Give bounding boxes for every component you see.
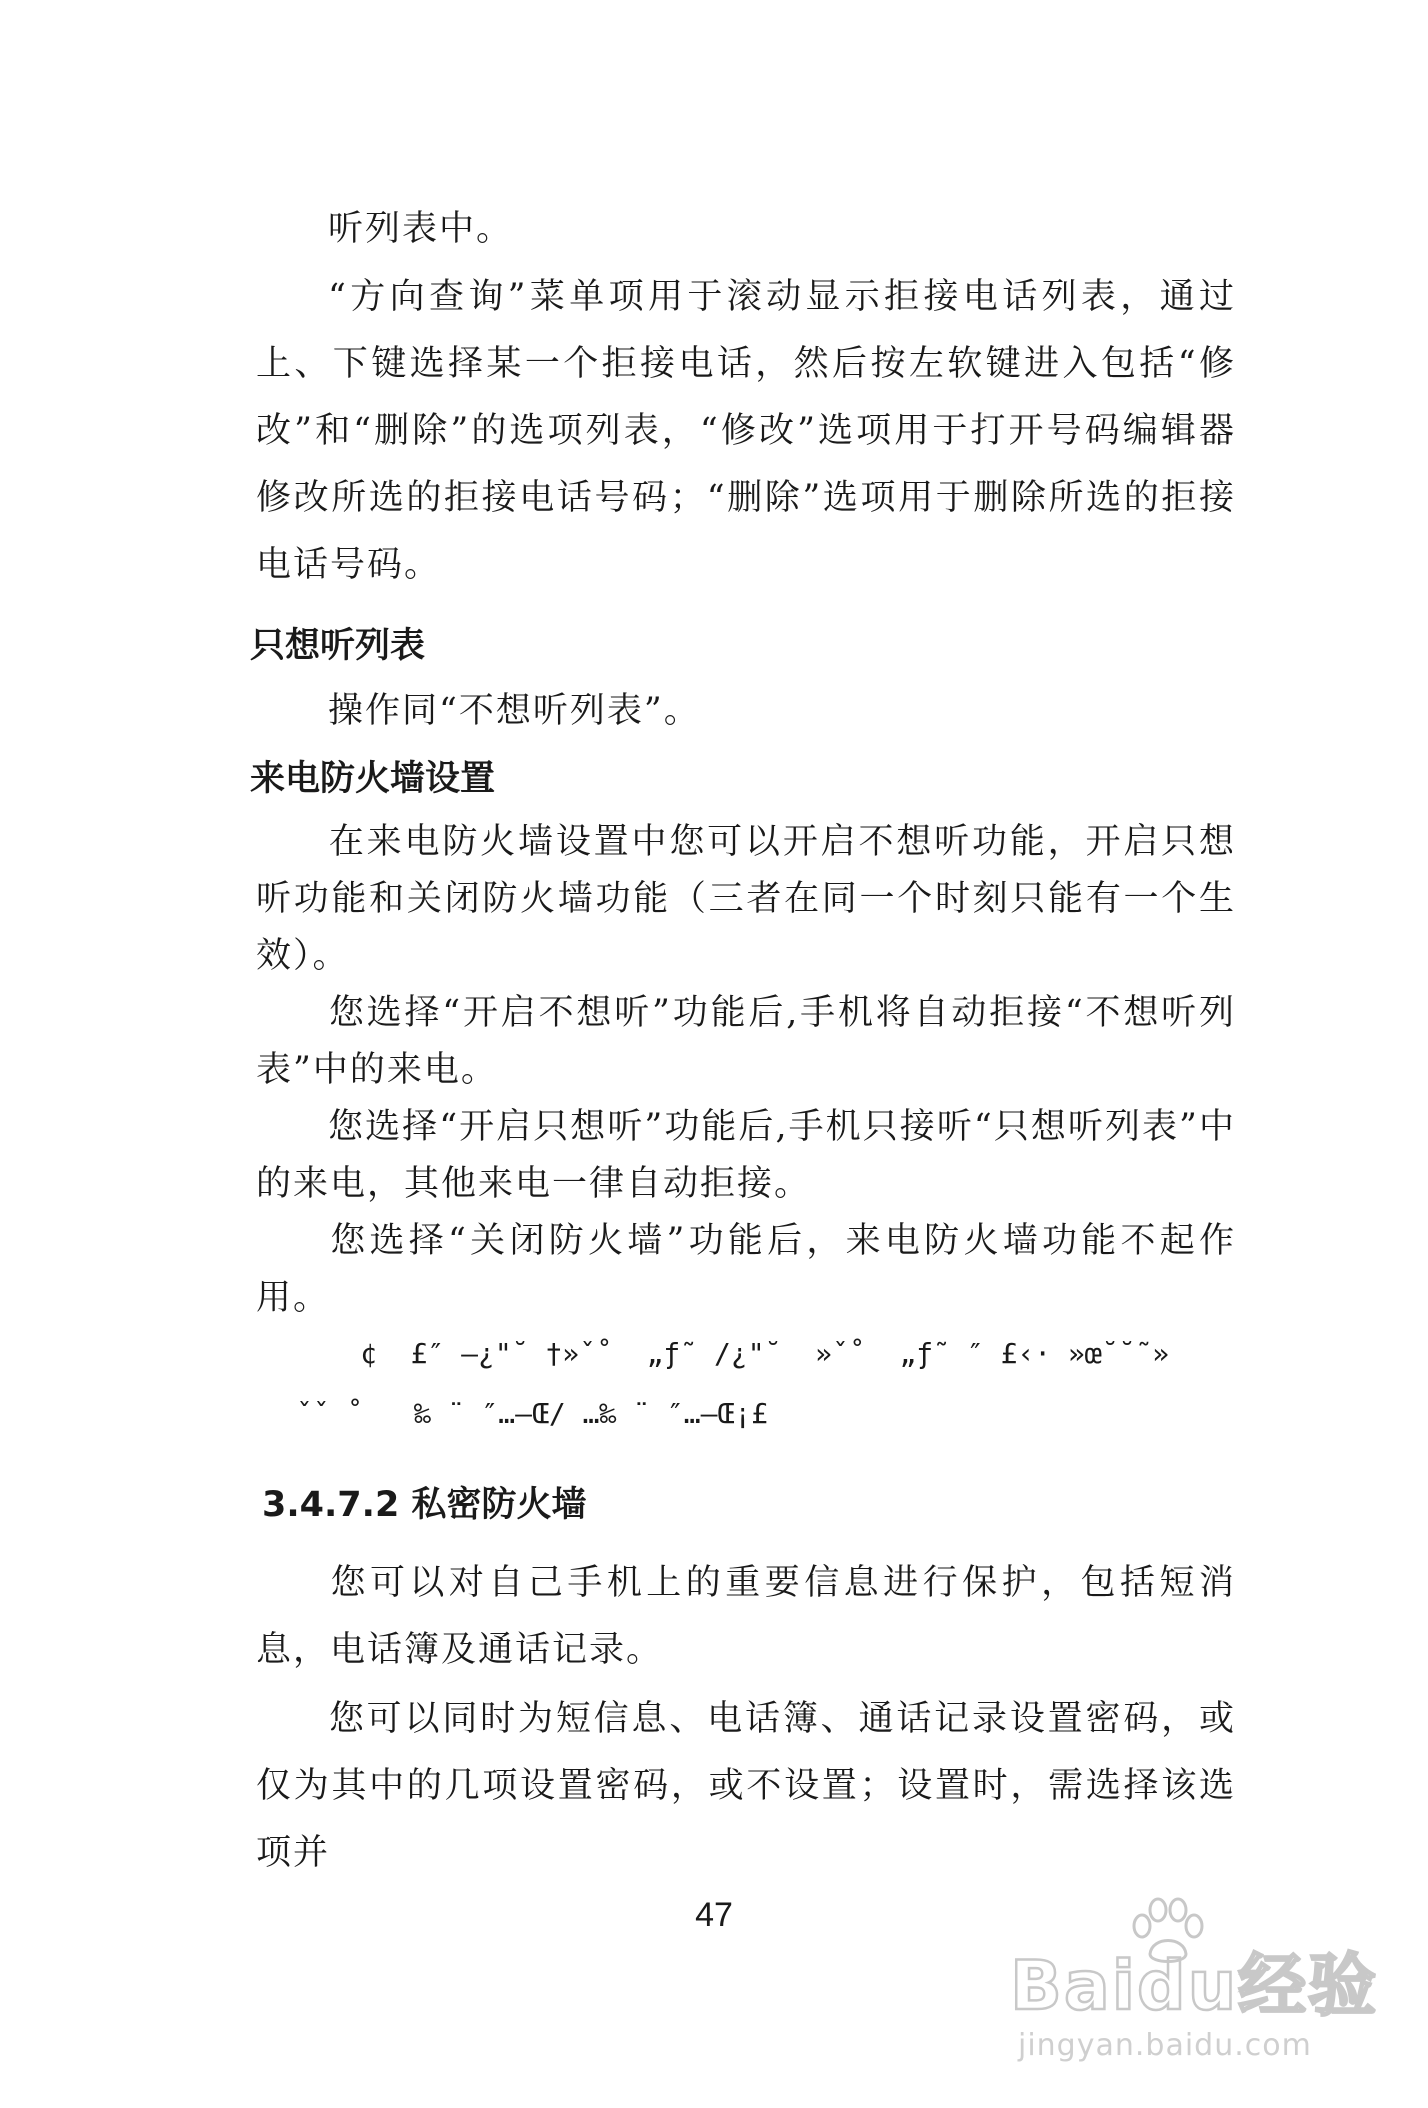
paragraph-direction-query: “方向查询”菜单项用于滚动显示拒接电话列表，通过上、下键选择某一个拒接电话，然后按左软键进入包括“修改”和“删除”的选项列表，“修改”选项用于打开号码编辑器修改所选的拒接电话号码；“删除”选项用于删除所选的拒接电话号码。 bbox=[256, 277, 1236, 585]
paragraph-enable-blacklist: 您选择“开启不想听”功能后,手机将自动拒接“不想听列表”中的来电。 bbox=[256, 993, 1236, 1090]
garbled-text-line-1: ¢ £″ –¿"˘ †»ˇ˚ „ƒ˜ /¿"˘ »ˇ˚ „ƒ˜ ″ £‹· »œ˘˘˜» bbox=[360, 1337, 1170, 1370]
paragraph-password-setup: 您可以同时为短信息、电话簿、通话记录设置密码，或仅为其中的几项设置密码，或不设置；设置时，需选择该选项并 bbox=[256, 1699, 1236, 1873]
heading-private-firewall: 3.4.7.2 私密防火墙 bbox=[262, 1485, 587, 1525]
paragraph-continuation: 听列表中。 bbox=[328, 209, 514, 249]
paragraph-same-operation: 操作同“不想听列表”。 bbox=[328, 691, 701, 731]
garbled-text-line-2: ˇˇ ˚ ‰ ¨ ″…–Œ/ …‰ ¨ ″…–Œ¡£ bbox=[296, 1397, 769, 1430]
paragraph-firewall-settings: 在来电防火墙设置中您可以开启不想听功能，开启只想听功能和关闭防火墙功能（三者在同一个时刻只能有一个生效）。 bbox=[256, 822, 1236, 976]
paragraph-enable-whitelist: 您选择“开启只想听”功能后,手机只接听“只想听列表”中的来电，其他来电一律自动拒接。 bbox=[256, 1107, 1236, 1204]
watermark-logo: Baidu经验 bbox=[1010, 1947, 1379, 2026]
heading-only-listen-list: 只想听列表 bbox=[250, 626, 426, 666]
paragraph-private-protection: 您可以对自己手机上的重要信息进行保护，包括短消息，电话簿及通话记录。 bbox=[256, 1563, 1236, 1670]
watermark-url: jingyan.baidu.com bbox=[1018, 2028, 1312, 2063]
heading-incoming-firewall-settings: 来电防火墙设置 bbox=[250, 759, 496, 799]
paragraph-disable-firewall: 您选择“关闭防火墙”功能后，来电防火墙功能不起作用。 bbox=[256, 1221, 1236, 1318]
page-number: 47 bbox=[695, 1896, 733, 1934]
